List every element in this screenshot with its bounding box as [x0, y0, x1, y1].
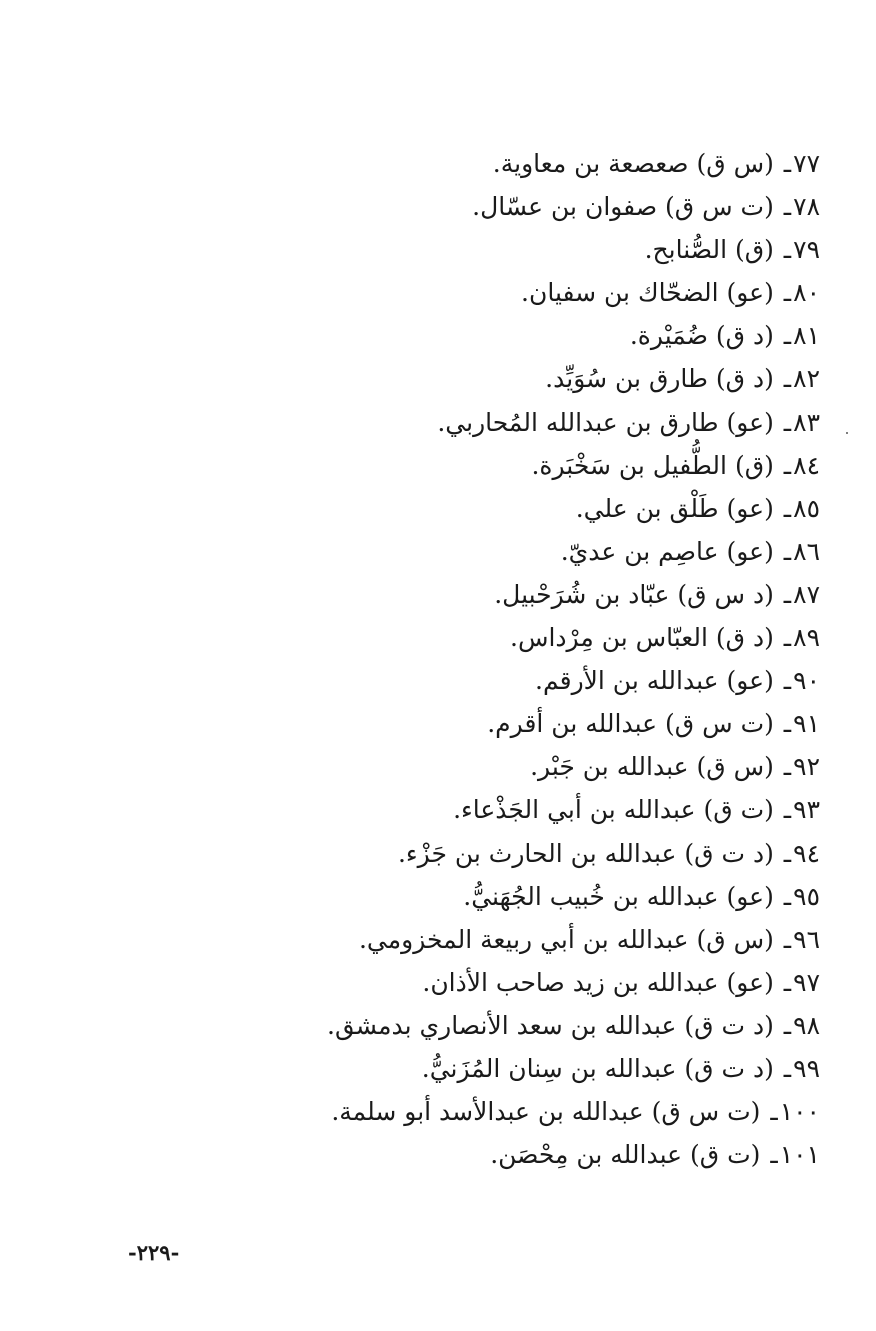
- entry-text: (عو) عاصِم بن عديّ.: [560, 536, 774, 566]
- list-item: ٨٧ـ (د س ق) عبّاد بن شُرَحْبيل.: [494, 579, 820, 609]
- entry-number: ٨٣: [793, 407, 820, 437]
- entry-number: ٨٧: [793, 579, 820, 609]
- list-item: ٨٠ـ (عو) الضحّاك بن سفيان.: [521, 278, 820, 308]
- entry-number: ٩٧: [793, 967, 820, 997]
- entry-text: (د ت ق) عبدالله بن سعد الأنصاري بدمشق.: [327, 1010, 774, 1040]
- entry-number: ٩١: [793, 709, 820, 739]
- list-item: ١٠١ـ (ت ق) عبدالله بن مِحْصَن.: [490, 1140, 820, 1170]
- entry-number: ٨٢: [793, 364, 820, 394]
- entry-number: ٨٠: [793, 278, 820, 308]
- entry-number: ٧٨: [793, 192, 820, 222]
- list-item: ٨٤ـ (ق) الطُّفيل بن سَخْبَرة.: [531, 450, 820, 480]
- list-item: ٧٩ـ (ق) الصُّنابح.: [644, 235, 820, 265]
- list-item: ٩٣ـ (ت ق) عبدالله بن أبي الجَذْعاء.: [453, 795, 820, 825]
- entry-text: (د ت ق) عبدالله بن سِنان المُزَنيُّ.: [421, 1053, 774, 1083]
- entry-text: (عو) عبدالله بن خُبيب الجُهَنيُّ.: [463, 881, 774, 911]
- list-item: ٨١ـ (د ق) ضُمَيْرة.: [629, 321, 820, 351]
- list-item: ٨٩ـ (د ق) العبّاس بن مِرْداس.: [510, 623, 820, 653]
- entry-text: (عو) عبدالله بن زيد صاحب الأذان.: [422, 967, 774, 997]
- entry-number: ٩٥: [793, 881, 820, 911]
- entry-number: ٨٦: [793, 536, 820, 566]
- entry-text: (عو) طَلْق بن علي.: [575, 493, 774, 523]
- entry-text: (عو) عبدالله بن الأرقم.: [535, 666, 774, 696]
- entry-number: ١٠٠: [779, 1097, 820, 1127]
- entry-number: ٩٠: [793, 666, 820, 696]
- list-item: ٧٨ـ (ت س ق) صفوان بن عسّال.: [472, 192, 820, 222]
- narrator-list: [240, 142, 820, 1176]
- list-item: ٨٢ـ (د ق) طارق بن سُوَيِّد.: [545, 364, 820, 394]
- entry-text: (ق) الطُّفيل بن سَخْبَرة.: [531, 450, 774, 480]
- entry-text: (س ق) عبدالله بن أبي ربيعة المخزومي.: [358, 924, 774, 954]
- entry-number: ٨٩: [793, 623, 820, 653]
- entry-text: (د س ق) عبّاد بن شُرَحْبيل.: [494, 579, 774, 609]
- scan-speck: [846, 432, 848, 434]
- entry-text: (س ق) صعصعة بن معاوية.: [492, 149, 774, 178]
- entry-text: (عو) الضحّاك بن سفيان.: [521, 278, 774, 308]
- entry-number: ٧٩: [793, 235, 820, 265]
- entry-number: ٩٢: [793, 752, 820, 782]
- entry-number: ٩٩: [793, 1053, 820, 1083]
- list-item: ٩٤ـ (د ت ق) عبدالله بن الحارث بن جَزْء.: [397, 838, 820, 868]
- entry-number: ١٠١: [779, 1140, 820, 1170]
- entry-text: (ت س ق) عبدالله بن أقرم.: [487, 709, 774, 739]
- list-item: ٩٥ـ (عو) عبدالله بن خُبيب الجُهَنيُّ.: [463, 881, 820, 911]
- entry-text: (س ق) عبدالله بن جَبْر.: [530, 752, 774, 782]
- list-item: ١٠٠ـ (ت س ق) عبدالله بن عبدالأسد أبو سلمة.: [331, 1097, 820, 1127]
- entry-number: ٩٣: [793, 795, 820, 825]
- list-item: ٩٧ـ (عو) عبدالله بن زيد صاحب الأذان.: [422, 967, 820, 997]
- entry-text: (ت ق) عبدالله بن مِحْصَن.: [490, 1140, 761, 1170]
- entry-text: (د ق) طارق بن سُوَيِّد.: [545, 364, 774, 394]
- entry-text: (د ق) ضُمَيْرة.: [629, 321, 774, 351]
- page-number: -٢٢٩-: [128, 1240, 180, 1265]
- entry-text: (د ق) العبّاس بن مِرْداس.: [510, 623, 774, 653]
- entry-number: ٨١: [793, 321, 820, 351]
- list-item: ٨٣ـ (عو) طارق بن عبدالله المُحاربي.: [437, 407, 820, 437]
- list-item: ٩٢ـ (س ق) عبدالله بن جَبْر.: [530, 752, 820, 782]
- entry-text: (ق) الصُّنابح.: [644, 235, 774, 265]
- list-item: ٨٥ـ (عو) طَلْق بن علي.: [575, 493, 820, 523]
- list-item: ٩٦ـ (س ق) عبدالله بن أبي ربيعة المخزومي.: [358, 924, 820, 954]
- list-item: ٩٠ـ (عو) عبدالله بن الأرقم.: [535, 666, 820, 696]
- entry-number: ٨٤: [793, 450, 820, 480]
- entry-number: ٩٤: [793, 838, 820, 868]
- entry-number: ٧٧: [793, 149, 820, 178]
- entry-text: (عو) طارق بن عبدالله المُحاربي.: [437, 407, 774, 437]
- entry-text: (ت ق) عبدالله بن أبي الجَذْعاء.: [453, 795, 774, 825]
- entry-text: (د ت ق) عبدالله بن الحارث بن جَزْء.: [397, 838, 774, 868]
- list-item: ٩٩ـ (د ت ق) عبدالله بن سِنان المُزَنيُّ.: [421, 1053, 820, 1083]
- list-item: ٩٨ـ (د ت ق) عبدالله بن سعد الأنصاري بدمشق.: [327, 1010, 820, 1040]
- list-item: ٨٦ـ (عو) عاصِم بن عديّ.: [560, 536, 820, 566]
- entry-text: (ت س ق) عبدالله بن عبدالأسد أبو سلمة.: [331, 1097, 761, 1127]
- entry-number: ٨٥: [793, 493, 820, 523]
- entry-number: ٩٦: [793, 924, 820, 954]
- entry-number: ٩٨: [793, 1010, 820, 1040]
- list-item: ٩١ـ (ت س ق) عبدالله بن أقرم.: [487, 709, 820, 739]
- entry-text: (ت س ق) صفوان بن عسّال.: [472, 192, 774, 222]
- list-item: ٧٧ـ (س ق) صعصعة بن معاوية.: [492, 149, 820, 178]
